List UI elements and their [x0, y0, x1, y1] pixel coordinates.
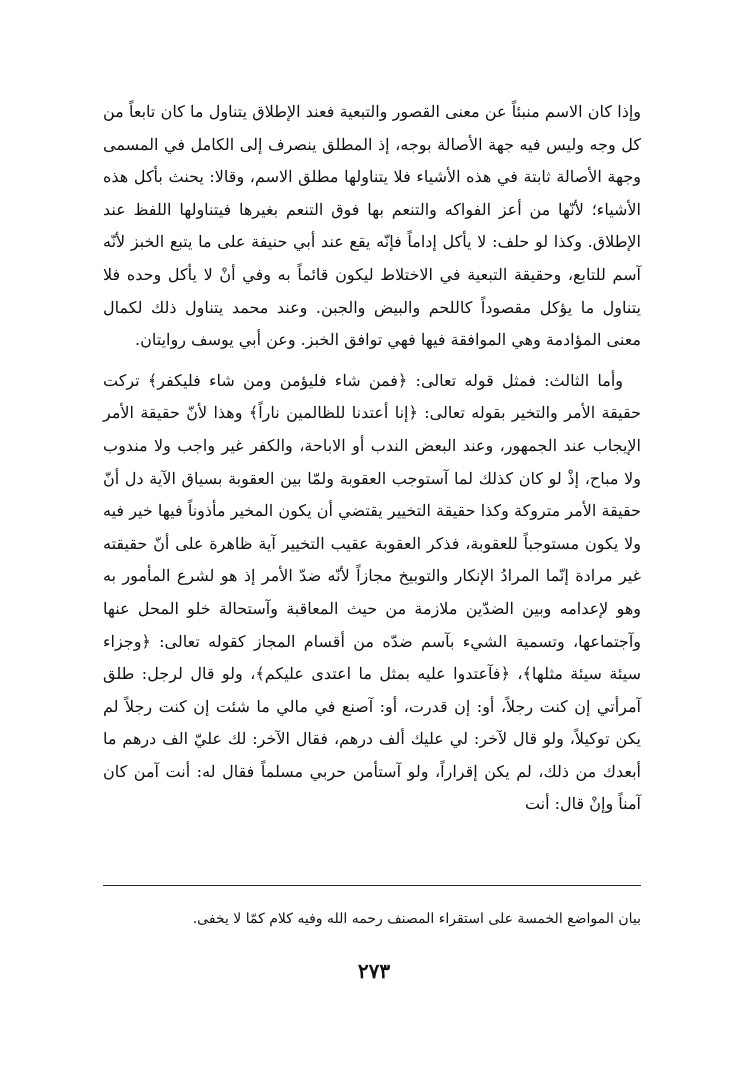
footnote: بيان المواضع الخمسة على استقراء المصنف رحمه الله وفيه كلام كمّا لا يخفى.	[192, 911, 641, 927]
footnote-divider	[103, 885, 641, 886]
paragraph-1: وإذا كان الاسم منبئاً عن معنى القصور والتبعية فعند الإطلاق يتناول ما كان تابعاً من كل وجه وليس فيه جهة الأصالة بوجه، إذ المطلق ينصرف إلى الكامل في المسمى وجهة الأصالة ثابتة في هذه الأشياء فلا يتناولها مطلق الاسم، وقالا: يحنث بأكل هذه الأشياء؛ لأنّها من أعز الفواكه والتنعم بها فوق التنعم بغيرها فيتناولها اللفظ عند الإطلاق. وكذا لو حلف: لا يأكل إداماً فإنّه يقع عند أبي حنيفة على ما يتبع الخبز لأنّه آسم للتابع، وحقيقة التبعية في الاختلاط ليكون قائماً به وفي أنْ لا يأكل وحده فلا يتناول ما يؤكل مقصوداً كاللحم والبيض والجبن. وعند محمد يتناول ذلك لكمال معنى المؤادمة وهي الموافقة فيها فهي توافق الخبز. وعن أبي يوسف روايتان.	[103, 102, 641, 350]
paragraph-2: وأما الثالث: فمثل قوله تعالى: ﴿فمن شاء فليؤمن ومن شاء فليكفر﴾ تركت حقيقة الأمر والتخير بقوله تعالى: ﴿إنا أعتدنا للظالمين ناراً﴾ وهذا لأنّ حقيقة الأمر الإيجاب عند الجمهور، وعند البعض الندب أو الاباحة، والكفر غير واجب ولا مندوب ولا مباح، إذْ لو كان كذلك لما آستوجب العقوبة ولمّا بين العقوبة بسياق الآية دل أنّ حقيقة الأمر متروكة وكذا حقيقة التخيير يقتضي أن يكون المخير مأذوناً فيها خير فيه ولا يكون مستوجباً للعقوبة، فذكر العقوبة عقيب التخيير آية ظاهرة على أنّ حقيقته غير مرادة إنّما المرادُ الإنكار والتوبيخ مجازاً لأنّه ضدّ الأمر إذ هو لشرع المأمور به وهو لإعدامه وبين الضدّين ملازمة من حيث المعاقبة وآستحالة خلو المحل عنها وآجتماعها، وتسمية الشيء بآسم ضدّه من أقسام المجاز كقوله تعالى: ﴿وجزاء سيئة سيئة مثلها﴾، ﴿فآعتدوا عليه بمثل ما اعتدى عليكم﴾، ولو قال لرجل: طلق آمرأتي إن كنت رجلاً، أو: إن قدرت، أو: آصنع في مالي ما شئت إن كنت رجلاً لم يكن توكيلاً، ولو قال لآخر: لي عليك ألف درهم، فقال الآخر: لك عليّ الف درهم ما أبعدك من ذلك، لم يكن إقراراً، ولو آستأمن حربي مسلماً فقال له: أنت آمن كان آمناً وإنْ قال: أنت	[103, 370, 642, 814]
page-number: ٢٧٣	[357, 959, 391, 983]
main-text	[103, 96, 641, 821]
